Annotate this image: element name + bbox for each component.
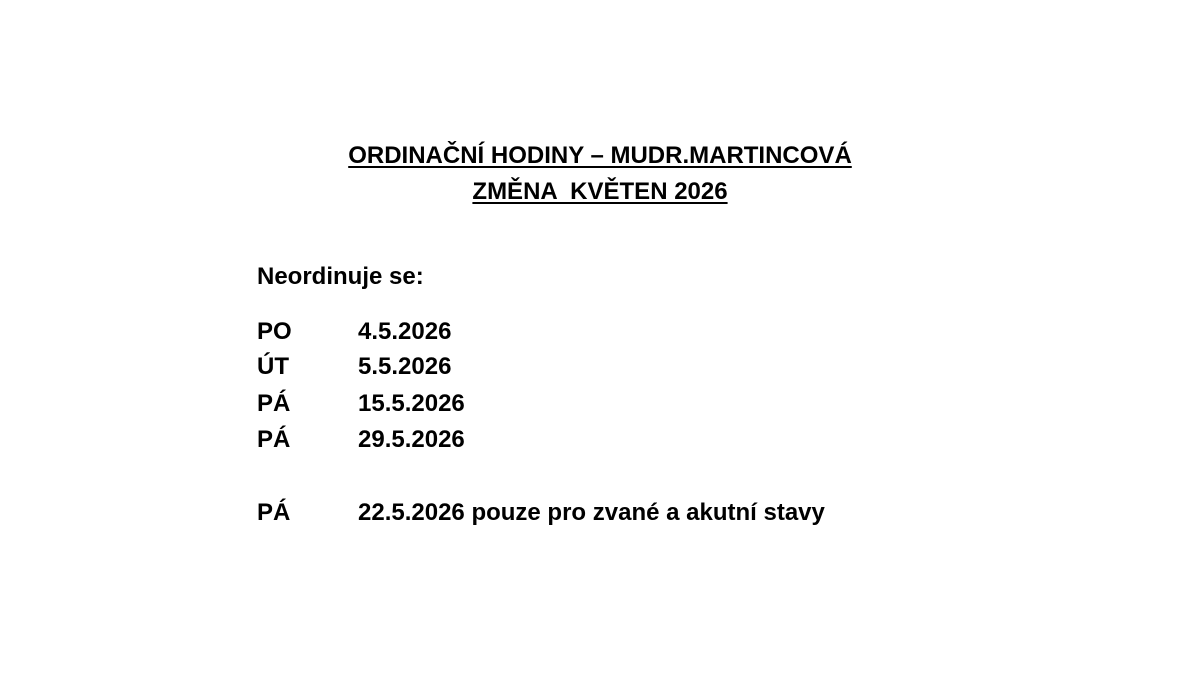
closure-date: 4.5.2026 [358,318,452,345]
heading-subtitle: ZMĚNA KVĚTEN 2026 [472,178,728,205]
closure-date: 5.5.2026 [358,353,452,380]
closure-heading: Neordinuje se: [257,263,424,290]
heading-line-1 [0,141,1200,171]
closure-date: 15.5.2026 [358,390,465,417]
closure-day: PÁ [257,426,291,453]
special-text: 22.5.2026 pouze pro zvané a akutní stavy [358,499,825,526]
heading-line-2 [0,177,1200,207]
closure-day: ÚT [257,353,289,380]
special-day: PÁ [257,499,291,526]
closure-date: 29.5.2026 [358,426,465,453]
closure-day: PÁ [257,390,291,417]
heading-title: ORDINAČNÍ HODINY – MUDR.MARTINCOVÁ [348,142,852,169]
closure-day: PO [257,318,292,345]
